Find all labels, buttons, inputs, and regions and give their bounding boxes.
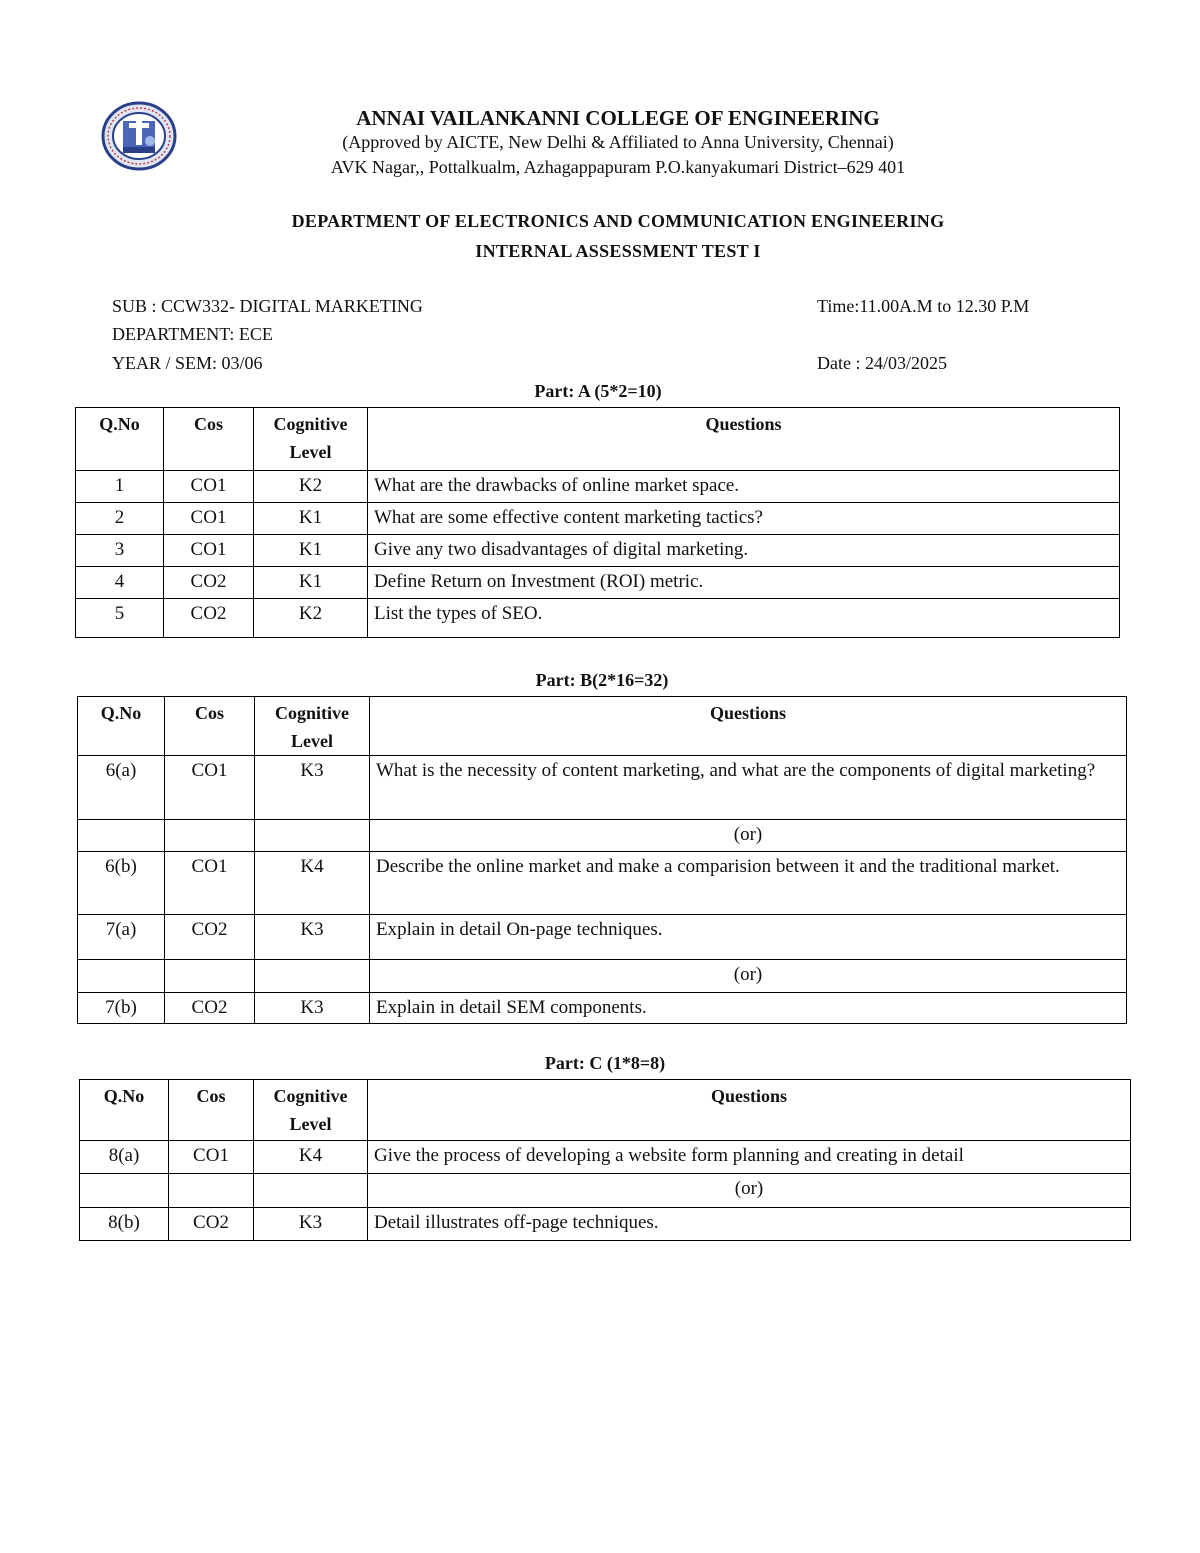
question-row: [76, 567, 1120, 599]
question-row: [76, 599, 1120, 638]
column-header-qno: Q.No: [78, 697, 165, 756]
cognitive-level: K3: [255, 915, 370, 960]
test-title: INTERNAL ASSESSMENT TEST I: [475, 241, 761, 261]
cognitive-level: K3: [255, 756, 370, 820]
cognitive-level: K2: [254, 599, 368, 638]
question-text: (or): [370, 820, 1127, 852]
part-b-table: [77, 696, 1127, 1024]
question-row: [76, 503, 1120, 535]
question-text: Define Return on Investment (ROI) metric.: [368, 567, 1120, 599]
date-line: Date : 24/03/2025: [817, 353, 947, 373]
course-outcome: CO1: [164, 471, 254, 503]
question-number: 6(b): [78, 852, 165, 915]
part-c-header-row: [80, 1080, 1131, 1141]
cognitive-level: K1: [254, 535, 368, 567]
column-header-level: Cognitive Level: [255, 697, 370, 756]
cognitive-level: [255, 820, 370, 852]
course-outcome: CO2: [169, 1208, 254, 1241]
question-number: [78, 960, 165, 993]
college-name: ANNAI VAILANKANNI COLLEGE OF ENGINEERING: [356, 106, 880, 130]
column-header-level: Cognitive Level: [254, 408, 368, 471]
question-text: Give the process of developing a website form planning and creating in detail: [368, 1141, 1131, 1174]
cognitive-level: K3: [254, 1208, 368, 1241]
question-number: 4: [76, 567, 164, 599]
question-text: (or): [370, 960, 1127, 993]
course-outcome: CO1: [164, 503, 254, 535]
question-row: [80, 1141, 1131, 1174]
question-text: Give any two disadvantages of digital marketing.: [368, 535, 1120, 567]
course-outcome: CO2: [164, 599, 254, 638]
cognitive-level: [255, 960, 370, 993]
part-b-header-row: [78, 697, 1127, 756]
approval-line: (Approved by AICTE, New Delhi & Affiliated to Anna University, Chennai): [342, 132, 894, 152]
question-number: 5: [76, 599, 164, 638]
column-header-cos: Cos: [169, 1080, 254, 1141]
question-row: [78, 852, 1127, 915]
question-text: Describe the online market and make a comparision between it and the traditional market.: [370, 852, 1127, 915]
course-outcome: CO1: [164, 535, 254, 567]
cognitive-level: K1: [254, 567, 368, 599]
question-row: [80, 1174, 1131, 1208]
course-outcome: CO1: [165, 852, 255, 915]
question-row: [76, 471, 1120, 503]
question-text: Explain in detail On-page techniques.: [370, 915, 1127, 960]
course-outcome: CO1: [165, 756, 255, 820]
cognitive-level: K2: [254, 471, 368, 503]
cognitive-level: [254, 1174, 368, 1208]
course-outcome: [165, 820, 255, 852]
address-line: AVK Nagar,, Pottalkualm, Azhagappapuram P.O.kanyakumari District–629 401: [330, 157, 906, 177]
question-number: 8(b): [80, 1208, 169, 1241]
department-title: DEPARTMENT OF ELECTRONICS AND COMMUNICATION ENGINEERING: [291, 211, 945, 231]
question-row: [76, 535, 1120, 567]
column-header-cos: Cos: [164, 408, 254, 471]
question-number: [78, 820, 165, 852]
cognitive-level: K1: [254, 503, 368, 535]
column-header-cos: Cos: [165, 697, 255, 756]
question-text: What are some effective content marketing tactics?: [368, 503, 1120, 535]
question-number: [80, 1174, 169, 1208]
part-c-table: [79, 1079, 1131, 1241]
course-outcome: CO1: [169, 1141, 254, 1174]
question-text: (or): [368, 1174, 1131, 1208]
part-a-table: [75, 407, 1120, 638]
question-row: [78, 820, 1127, 852]
part-a-header-row: [76, 408, 1120, 471]
column-header-qno: Q.No: [80, 1080, 169, 1141]
column-header-qno: Q.No: [76, 408, 164, 471]
question-text: Detail illustrates off-page techniques.: [368, 1208, 1131, 1241]
course-outcome: [169, 1174, 254, 1208]
question-row: [78, 915, 1127, 960]
question-number: 1: [76, 471, 164, 503]
question-number: 7(b): [78, 993, 165, 1024]
cognitive-level: K3: [255, 993, 370, 1024]
question-number: 2: [76, 503, 164, 535]
subject-line: SUB : CCW332- DIGITAL MARKETING: [112, 296, 423, 316]
course-outcome: [165, 960, 255, 993]
course-outcome: CO2: [165, 993, 255, 1024]
question-text: What are the drawbacks of online market space.: [368, 471, 1120, 503]
question-row: [80, 1208, 1131, 1241]
cognitive-level: K4: [254, 1141, 368, 1174]
department-line: DEPARTMENT: ECE: [112, 324, 273, 344]
cognitive-level: K4: [255, 852, 370, 915]
course-outcome: CO2: [164, 567, 254, 599]
column-header-questions: Questions: [368, 408, 1120, 471]
question-number: 8(a): [80, 1141, 169, 1174]
question-row: [78, 960, 1127, 993]
part-a-title: Part: A (5*2=10): [534, 381, 662, 401]
question-row: [78, 993, 1127, 1024]
column-header-questions: Questions: [370, 697, 1127, 756]
question-number: 7(a): [78, 915, 165, 960]
question-number: 6(a): [78, 756, 165, 820]
column-header-level: Cognitive Level: [254, 1080, 368, 1141]
part-c-title: Part: C (1*8=8): [544, 1053, 666, 1073]
part-b-title: Part: B(2*16=32): [535, 670, 669, 690]
question-number: 3: [76, 535, 164, 567]
course-outcome: CO2: [165, 915, 255, 960]
column-header-questions: Questions: [368, 1080, 1131, 1141]
question-text: List the types of SEO.: [368, 599, 1120, 638]
question-row: [78, 756, 1127, 820]
question-text: What is the necessity of content marketing, and what are the components of digital marketing?: [370, 756, 1127, 820]
year-sem-line: YEAR / SEM: 03/06: [112, 353, 263, 373]
time-line: Time:11.00A.M to 12.30 P.M: [817, 296, 1030, 316]
question-text: Explain in detail SEM components.: [370, 993, 1127, 1024]
